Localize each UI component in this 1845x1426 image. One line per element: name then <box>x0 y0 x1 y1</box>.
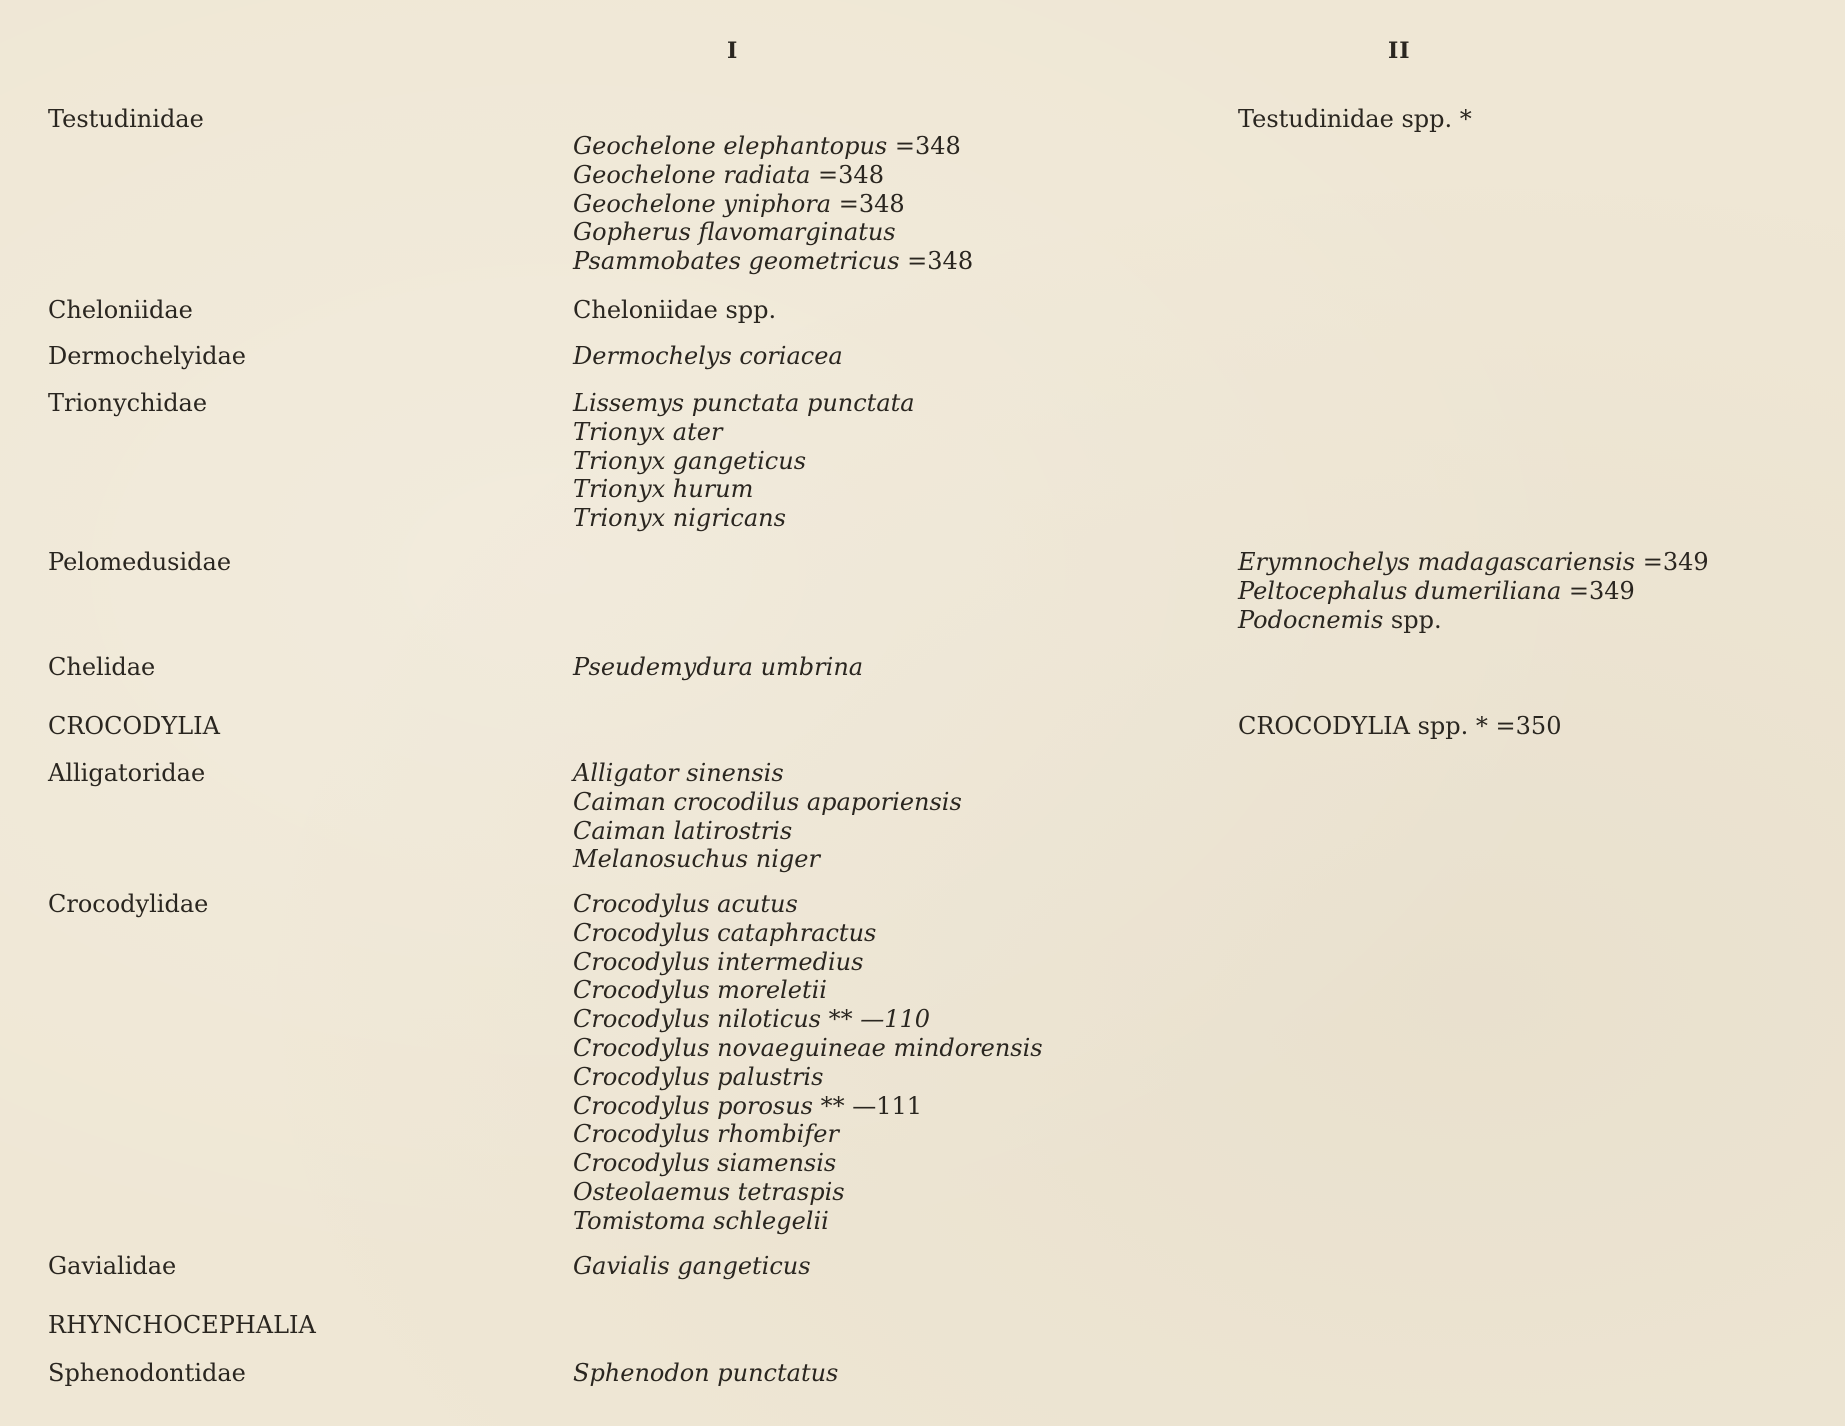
family-gavialidae: Gavialidae <box>48 1252 177 1280</box>
family-pelomedusidae: Pelomedusidae <box>48 548 232 576</box>
chelidae-appendix-i: Pseudemydura umbrina <box>573 653 864 681</box>
species-entry: Osteolaemus tetraspis <box>573 1177 845 1206</box>
species-entry: Caiman crocodilus apaporiensis <box>573 787 962 816</box>
species-entry: Geochelone yniphora =348 <box>573 189 905 218</box>
species-entry: Crocodylus intermedius <box>573 947 864 976</box>
species-entry: Trionyx hurum <box>573 475 754 504</box>
species-entry: Crocodylus rhombifer <box>573 1120 839 1149</box>
crocodylia-appendix-ii: CROCODYLIA spp. * =350 <box>1238 712 1562 740</box>
species-entry: Crocodylus acutus <box>573 890 798 918</box>
column-header-appendix-ii: II <box>1388 38 1411 64</box>
species-entry: Caiman latirostris <box>573 816 793 845</box>
species-entry: Alligator sinensis <box>573 759 784 787</box>
species-entry: Gopherus flavomarginatus <box>573 218 896 247</box>
testudinidae-appendix-ii: Testudinidae spp. * <box>1238 105 1472 133</box>
species-entry: Tomistoma schlegelii <box>573 1206 829 1235</box>
species-entry: Crocodylus cataphractus <box>573 918 877 947</box>
sphenodontidae-appendix-i: Sphenodon punctatus <box>573 1359 839 1387</box>
dermochelyidae-appendix-i: Dermochelys coriacea <box>573 342 843 370</box>
family-trionychidae: Trionychidae <box>48 389 208 417</box>
species-entry: Geochelone radiata =348 <box>573 160 884 189</box>
family-sphenodontidae: Sphenodontidae <box>48 1359 246 1387</box>
family-dermochelyidae: Dermochelyidae <box>48 342 247 370</box>
alligatoridae-appendix-i-list <box>573 759 962 874</box>
family-chelidae: Chelidae <box>48 653 156 681</box>
column-header-appendix-i: I <box>727 38 739 64</box>
cheloniidae-appendix-i: Cheloniidae spp. <box>573 296 777 324</box>
species-entry: Trionyx nigricans <box>573 504 786 533</box>
order-crocodylia: CROCODYLIA <box>48 712 220 740</box>
order-rhynchocephalia: RHYNCHOCEPHALIA <box>48 1311 316 1339</box>
species-entry: Erymnochelys madagascariensis =349 <box>1238 548 1709 576</box>
crocodylidae-appendix-i-list <box>573 890 1043 1236</box>
species-entry: Crocodylus moreletii <box>573 976 827 1005</box>
species-entry: Geochelone elephantopus =348 <box>573 132 961 160</box>
family-alligatoridae: Alligatoridae <box>48 759 206 787</box>
species-entry: Crocodylus niloticus ** —110 <box>573 1005 931 1034</box>
species-entry: Crocodylus novaeguineae mindorensis <box>573 1033 1043 1062</box>
family-cheloniidae: Cheloniidae <box>48 296 193 324</box>
family-testudinidae: Testudinidae <box>48 105 204 133</box>
species-entry: Trionyx ater <box>573 417 723 446</box>
testudinidae-appendix-i-list <box>573 132 973 276</box>
pelomedusidae-appendix-ii-list <box>1238 548 1709 634</box>
species-entry: Podocnemis spp. <box>1238 605 1442 634</box>
species-entry: Lissemys punctata punctata <box>573 389 915 417</box>
species-entry: Trionyx gangeticus <box>573 446 807 475</box>
species-entry: Crocodylus palustris <box>573 1062 824 1091</box>
species-entry: Crocodylus siamensis <box>573 1149 837 1178</box>
trionychidae-appendix-i-list <box>573 389 915 533</box>
gavialidae-appendix-i: Gavialis gangeticus <box>573 1252 811 1280</box>
family-crocodylidae: Crocodylidae <box>48 890 209 918</box>
species-entry: Melanosuchus niger <box>573 845 820 874</box>
species-entry: Psammobates geometricus =348 <box>573 247 974 276</box>
species-entry: Peltocephalus dumeriliana =349 <box>1238 576 1635 605</box>
species-entry: Crocodylus porosus ** —111 <box>573 1091 923 1120</box>
